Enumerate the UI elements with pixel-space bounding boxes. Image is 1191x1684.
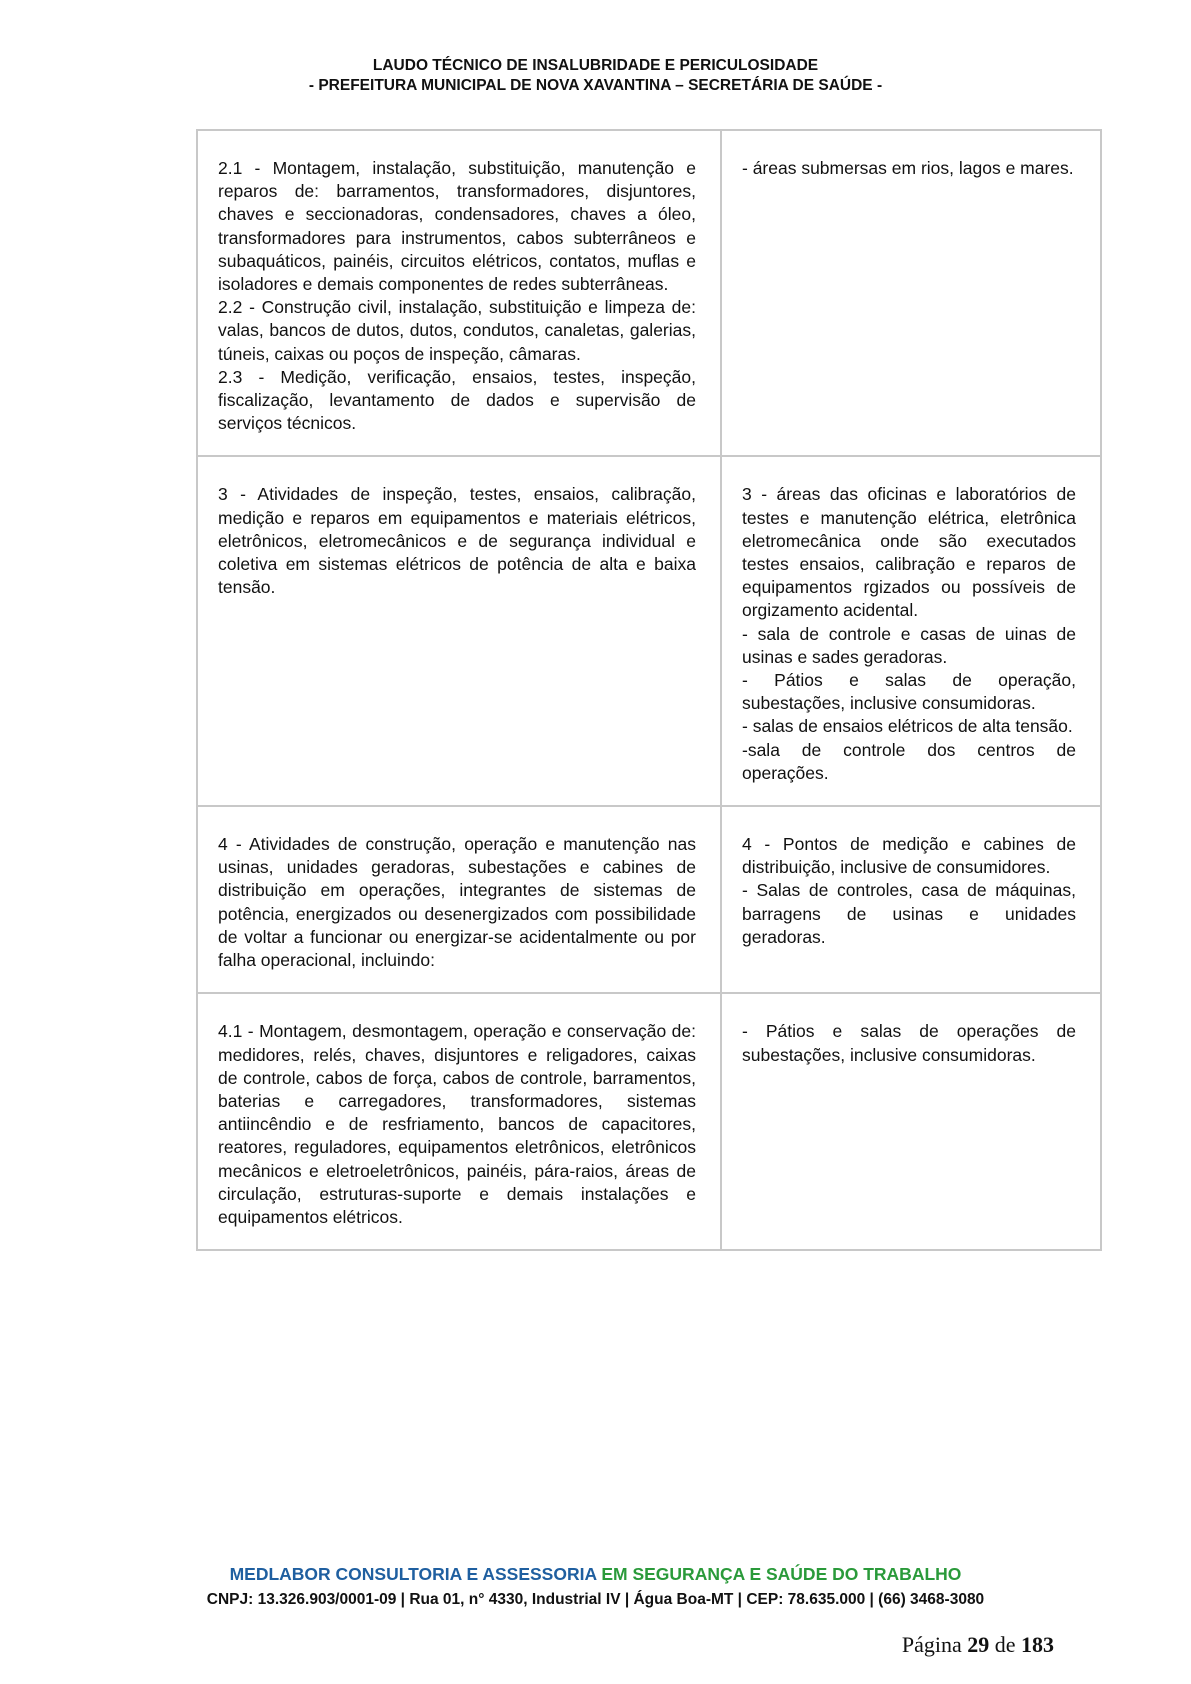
activity-text: 4 - Atividades de construção, operação e manutenção nas usinas, unidades geradoras, subestações e cabines de distribuição em operações, integrantes de sistemas de potência, energizados ou desenergizados com possibilidade de voltar a funcionar ou energizar-se acidentalmente ou por falha operacional, incluindo: <box>218 834 696 971</box>
header-subtitle: - PREFEITURA MUNICIPAL DE NOVA XAVANTINA – SECRETÁRIA DE SAÚDE - <box>308 77 883 94</box>
footer-contact: CNPJ: 13.326.903/0001-09 | Rua 01, n° 4330, Industrial IV | Água Boa-MT | CEP: 78.635.000 | (66) 3468-3080 <box>206 1591 985 1608</box>
activity-cell <box>197 993 721 1250</box>
footer-org-name: MEDLABOR CONSULTORIA E ASSESSORIA <box>229 1564 597 1584</box>
area-cell <box>721 806 1101 993</box>
page-total: 183 <box>1021 1632 1054 1657</box>
page-number <box>902 1632 1054 1658</box>
table-row <box>197 130 1101 456</box>
footer-organization <box>0 1564 1191 1585</box>
activities-table <box>196 129 1102 1251</box>
footer-org-tagline: EM SEGURANÇA E SAÚDE DO TRABALHO <box>601 1564 962 1584</box>
area-text: - sala de controle e casas de uinas de usinas e sades geradoras. <box>742 623 1076 667</box>
header-title: LAUDO TÉCNICO DE INSALUBRIDADE E PERICULOSIDADE <box>372 57 819 74</box>
document-header <box>0 56 1191 96</box>
activity-cell <box>197 130 721 456</box>
activity-cell <box>197 806 721 993</box>
table-row <box>197 806 1101 993</box>
area-text: - salas de ensaios elétricos de alta tensão. <box>742 716 1073 737</box>
activities-table-body <box>197 130 1101 1250</box>
table-row <box>197 456 1101 806</box>
area-cell <box>721 456 1101 806</box>
activity-text: 2.3 - Medição, verificação, ensaios, testes, inspeção, fiscalização, levantamento de dados e supervisão de serviços técnicos. <box>218 366 696 434</box>
area-text: 4 - Pontos de medição e cabines de distribuição, inclusive de consumidores. <box>742 834 1076 878</box>
area-text: - Pátios e salas de operações de subestações, inclusive consumidoras. <box>742 1021 1076 1065</box>
area-cell <box>721 993 1101 1250</box>
area-text: 3 - áreas das oficinas e laboratórios de testes e manutenção elétrica, eletrônica eletromecânica onde são executados testes ensaios, calibração e reparos de equipamentos rgizados ou possíveis de orgizamento acidental. <box>742 484 1076 621</box>
page-current: 29 <box>967 1632 990 1657</box>
page-of: de <box>994 1632 1016 1657</box>
area-text: - áreas submersas em rios, lagos e mares. <box>742 158 1074 178</box>
activity-text: 2.2 - Construção civil, instalação, substituição e limpeza de: valas, bancos de dutos, dutos, condutos, canaletas, galerias, túneis, caixas ou poços de inspeção, câmaras. <box>218 297 696 364</box>
area-cell <box>721 130 1101 456</box>
activity-text: 2.1 - Montagem, instalação, substituição, manutenção e reparos de: barramentos, transformadores, disjuntores, chaves e seccionadoras, condensadores, chaves a óleo, transformadores para instrumentos, cabos subterrâneos e subaquáticos, painéis, circuitos elétricos, contatos, muflas e isoladores e demais componentes de redes subterrâneas. <box>218 158 696 295</box>
table-row <box>197 993 1101 1250</box>
activity-cell <box>197 456 721 806</box>
activity-text: 4.1 - Montagem, desmontagem, operação e conservação de: medidores, relés, chaves, disjuntores e religadores, caixas de controle, cabos de força, cabos de controle, barramentos, baterias e carregadores, transformadores, sistemas antiincêndio e de resfriamento, bancos de capacitores, reatores, reguladores, equipamentos eletrônicos, eletrônicos mecânicos e eletroeletrônicos, painéis, pára-raios, áreas de circulação, estruturas-suporte e demais instalações e equipamentos elétricos. <box>218 1021 696 1227</box>
page-label: Página <box>901 1632 962 1657</box>
area-text: -sala de controle dos centros de operações. <box>742 739 1076 783</box>
area-text: - Salas de controles, casa de máquinas, barragens de usinas e unidades geradoras. <box>742 880 1076 947</box>
activity-text: 3 - Atividades de inspeção, testes, ensaios, calibração, medição e reparos em equipamentos e materiais elétricos, eletrônicos, eletromecânicos e de segurança individual e coletiva em sistemas elétricos de potência de alta e baixa tensão. <box>218 484 696 598</box>
area-text: - Pátios e salas de operação, subestações, inclusive consumidoras. <box>742 670 1076 714</box>
